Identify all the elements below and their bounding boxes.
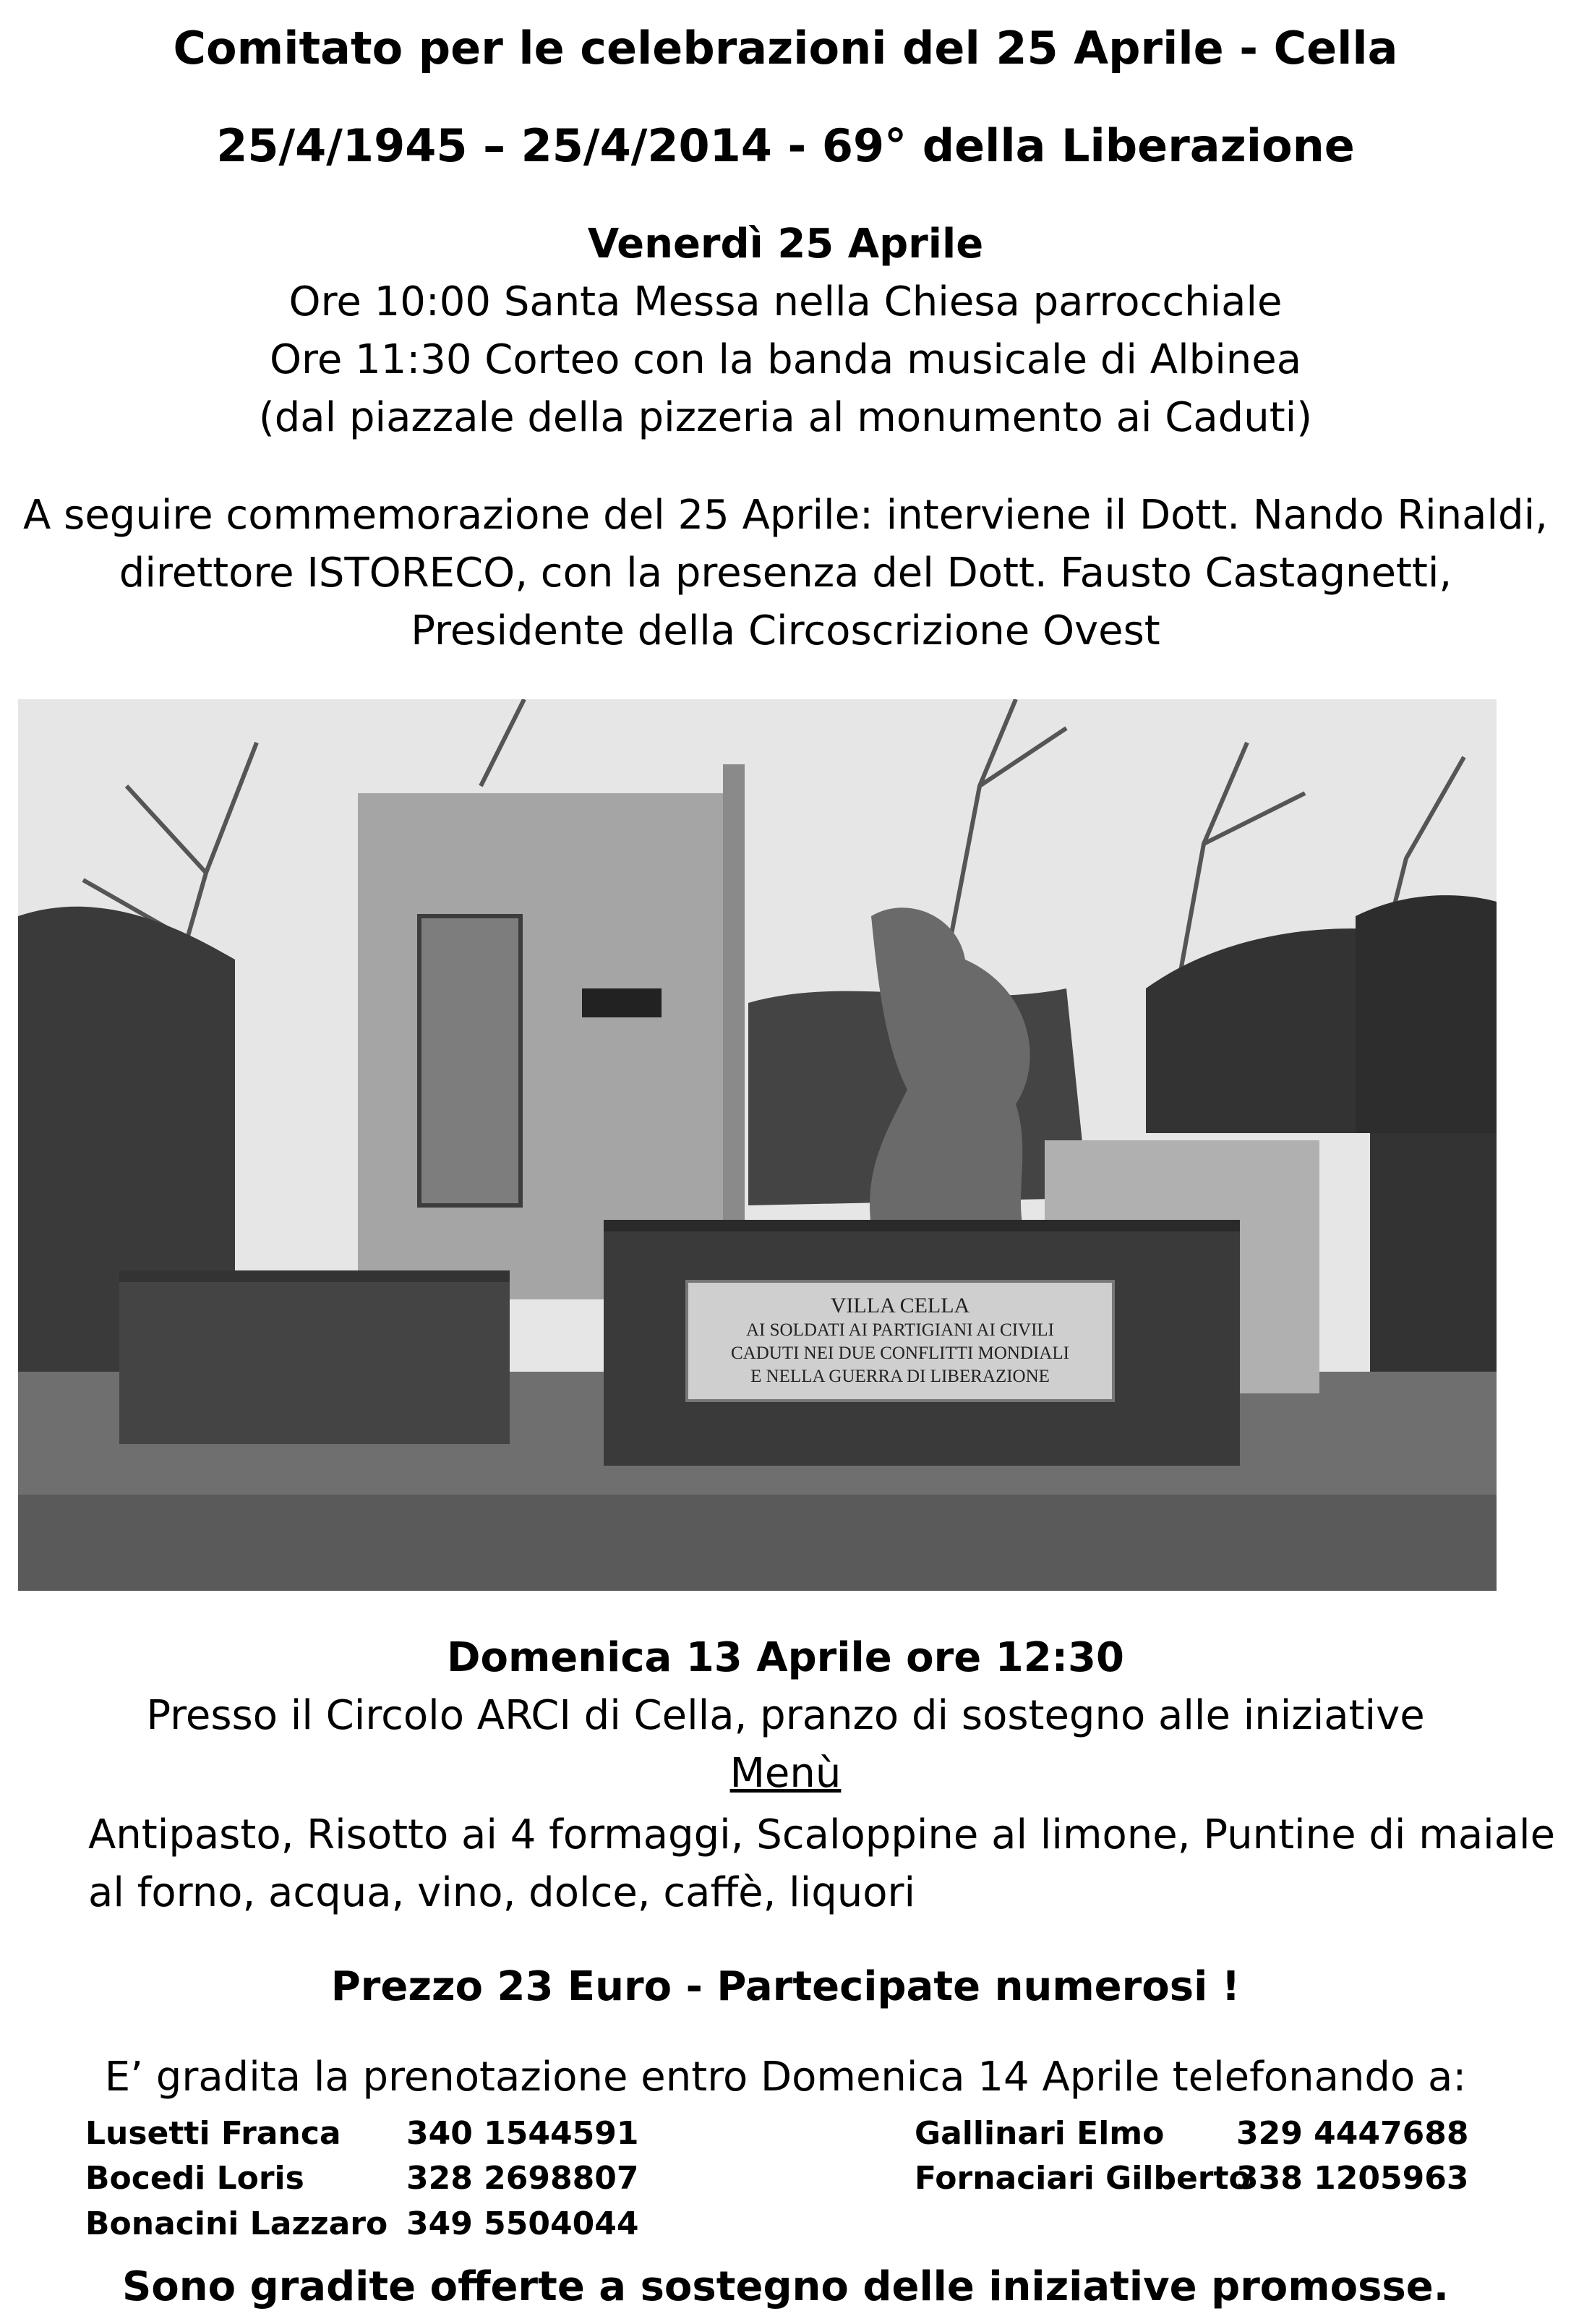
friday-line-1: Ore 10:00 Santa Messa nella Chiesa parrocchiale [288,278,1283,325]
friday-line-3: (dal piazzale della pizzeria al monumento ai Caduti) [258,394,1313,441]
friday-date: Venerdì 25 Aprile [587,221,984,268]
menu-title: Menù [729,1750,842,1797]
footer-note: Sono gradite offerte a sostegno delle iniziative promosse. [121,2263,1450,2310]
commemoration-line-1: A seguire commemorazione del 25 Aprile: interviene il Dott. Nando Rinaldi, [23,492,1548,539]
plaque-line-3: CADUTI NEI DUE CONFLITTI MONDIALI [731,1343,1069,1363]
contact-name: Fornaciari Gilberto [915,2160,1251,2197]
sunday-lunch: Presso il Circolo ARCI di Cella, pranzo di sostegno alle iniziative [146,1692,1425,1739]
commemoration-line-2: direttore ISTORECO, con la presenza del Dott. Fausto Castagnetti, [119,550,1452,597]
plaque-line-2: AI SOLDATI AI PARTIGIANI AI CIVILI [745,1320,1055,1340]
monument-photo [18,699,1497,1591]
plaque-line-1: VILLA CELLA [830,1294,970,1317]
plaque-line-4: E NELLA GUERRA DI LIBERAZIONE [750,1367,1050,1386]
price: Prezzo 23 Euro - Partecipate numerosi ! [330,1963,1241,2010]
header-committee: Comitato per le celebrazioni del 25 Aprile - Cella [173,22,1398,74]
commemoration-line-3: Presidente della Circoscrizione Ovest [411,607,1160,654]
contact-phone: 329 4447688 [1236,2115,1469,2152]
menu-line-1: Antipasto, Risotto ai 4 formaggi, Scaloppine al limone, Puntine di maiale [88,1811,1556,1858]
contact-name: Lusetti Franca [85,2115,341,2152]
header-anniversary: 25/4/1945 – 25/4/2014 - 69° della Liberazione [216,119,1355,172]
contact-phone: 328 2698807 [406,2160,639,2197]
contact-name: Gallinari Elmo [915,2115,1165,2152]
contact-phone: 340 1544591 [406,2115,639,2152]
contact-phone: 349 5504044 [406,2205,639,2242]
contact-name: Bocedi Loris [85,2160,304,2197]
menu-line-2: al forno, acqua, vino, dolce, caffè, liquori [88,1869,916,1916]
contact-name: Bonacini Lazzaro [85,2205,388,2242]
friday-line-2: Ore 11:30 Corteo con la banda musicale di Albinea [269,336,1302,383]
sunday-date: Domenica 13 Aprile ore 12:30 [447,1634,1124,1681]
booking-text: E’ gradita la prenotazione entro Domenica 14 Aprile telefonando a: [104,2054,1467,2101]
contact-phone: 338 1205963 [1236,2160,1469,2197]
